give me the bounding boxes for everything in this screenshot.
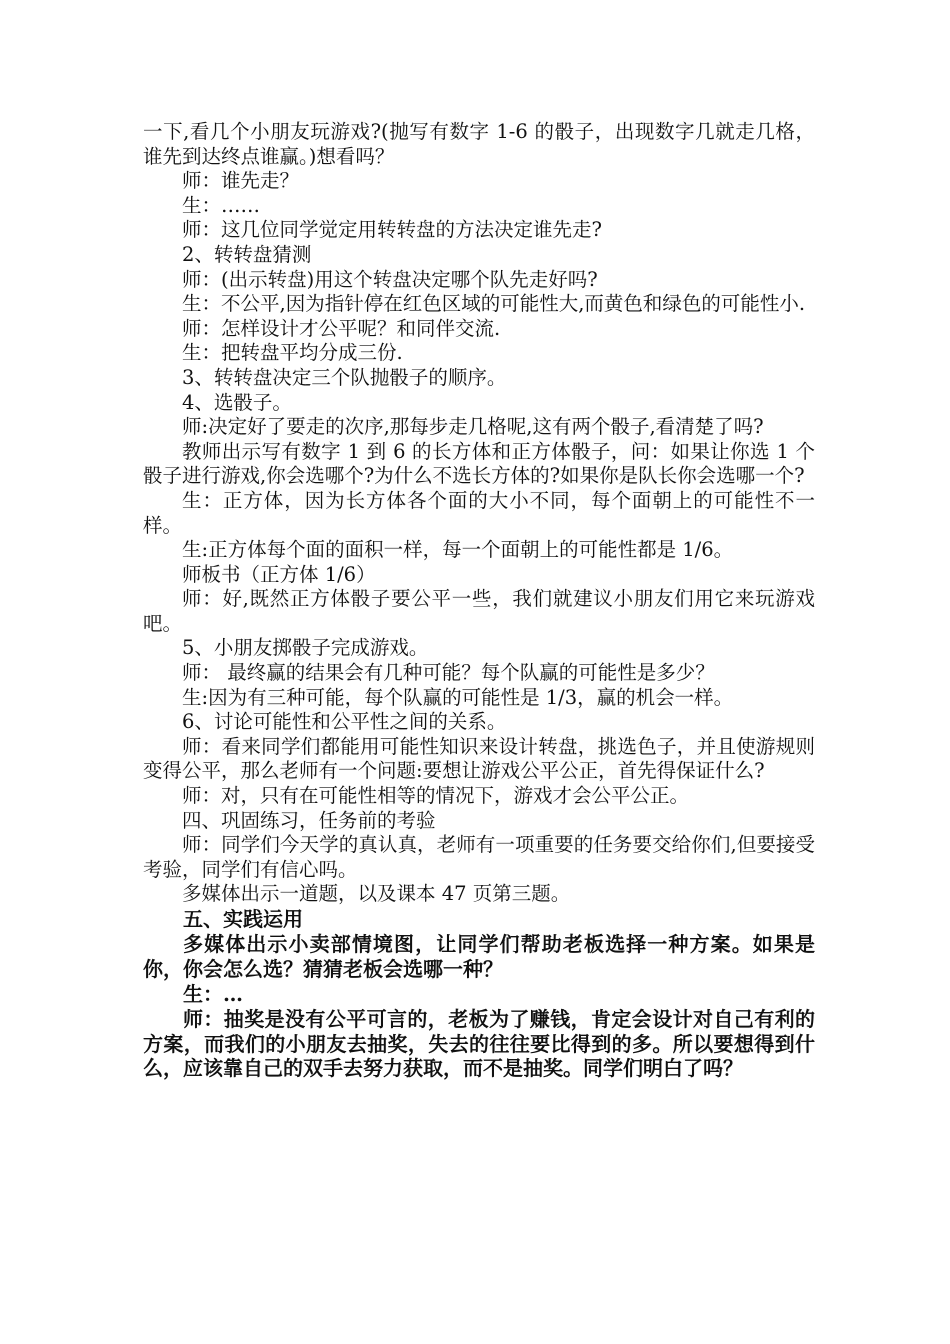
paragraph: 一下,看几个小朋友玩游戏?(抛写有数字 1-6 的骰子，出现数字几就走几格，谁先到达终点谁赢。)想看吗？ [143, 120, 815, 168]
paragraph: 师：怎样设计才公平呢？和同伴交流. [182, 316, 501, 340]
section-heading: 5、小朋友掷骰子完成游戏。 [182, 636, 429, 660]
paragraph: 生：…… [182, 193, 261, 217]
paragraph: 教师出示写有数字 1 到 6 的长方体和正方体骰子，问：如果让你选 1 个骰子进行游戏,你会选哪个?为什么不选长方体的?如果你是队长你会选哪一个? [143, 439, 815, 488]
paragraph: 师：这几位同学觉定用转转盘的方法决定谁先走? [182, 218, 602, 242]
paragraph: 生：不公平,因为指针停在红色区域的可能性大,而黄色和绿色的可能性小. [182, 292, 806, 316]
paragraph: 师： 最终赢的结果会有几种可能？每个队赢的可能性是多少？ [182, 661, 715, 685]
paragraph: 生：正方体，因为长方体各个面的大小不同，每个面朝上的可能性不一样。 [143, 488, 815, 537]
paragraph: 师:决定好了要走的次序,那每步走几格呢,这有两个骰子,看清楚了吗? [182, 415, 764, 439]
paragraph: 生:正方体每个面的面积一样，每一个面朝上的可能性都是 1/6。 [182, 538, 734, 562]
paragraph: 师：同学们今天学的真认真，老师有一项重要的任务要交给你们,但要接受考验，同学们有信心吗。 [143, 833, 815, 881]
section-heading: 3、转转盘决定三个队抛骰子的顺序。 [182, 365, 507, 389]
section-heading: 四、巩固练习，任务前的考验 [182, 808, 436, 832]
section-heading: 2、转转盘猜测 [182, 242, 312, 266]
paragraph: 师板书（正方体 1/6） [182, 562, 376, 586]
paragraph: 多媒体出示小卖部情境图，让同学们帮助老板选择一种方案。如果是你，你会怎么选？猜猜老板会选哪一种？ [143, 931, 815, 981]
paragraph: 多媒体出示一道题，以及课本 47 页第三题。 [182, 882, 571, 906]
paragraph: 师：好,既然正方体骰子要公平一些，我们就建议小朋友们用它来玩游戏吧。 [143, 587, 815, 635]
section-heading: 五、实践运用 [183, 907, 303, 931]
paragraph: 师：看来同学们都能用可能性知识来设计转盘，挑选色子，并且使游规则变得公平，那么老师有一个问题:要想让游戏公平公正，首先得保证什么? [143, 734, 815, 783]
section-heading: 4、选骰子。 [182, 390, 292, 414]
paragraph: 师：抽奖是没有公平可言的，老板为了赚钱，肯定会设计对自己有利的方案，而我们的小朋友去抽奖，失去的往往要比得到的多。所以要想得到什么，应该靠自己的双手去努力获取，而不是抽奖。同学们明白了吗？ [143, 1006, 815, 1081]
document-page [143, 120, 815, 1081]
paragraph: 师：(出示转盘)用这个转盘决定哪个队先走好吗? [182, 267, 598, 291]
paragraph: 生：… [183, 981, 243, 1006]
paragraph: 师：谁先走？ [182, 169, 300, 193]
paragraph: 生：把转盘平均分成三份. [182, 341, 403, 365]
paragraph: 生:因为有三种可能，每个队赢的可能性是 1/3，赢的机会一样。 [182, 685, 734, 709]
paragraph: 师：对，只有在可能性相等的情况下，游戏才会公平公正。 [182, 784, 690, 808]
section-heading: 6、讨论可能性和公平性之间的关系。 [182, 710, 507, 734]
